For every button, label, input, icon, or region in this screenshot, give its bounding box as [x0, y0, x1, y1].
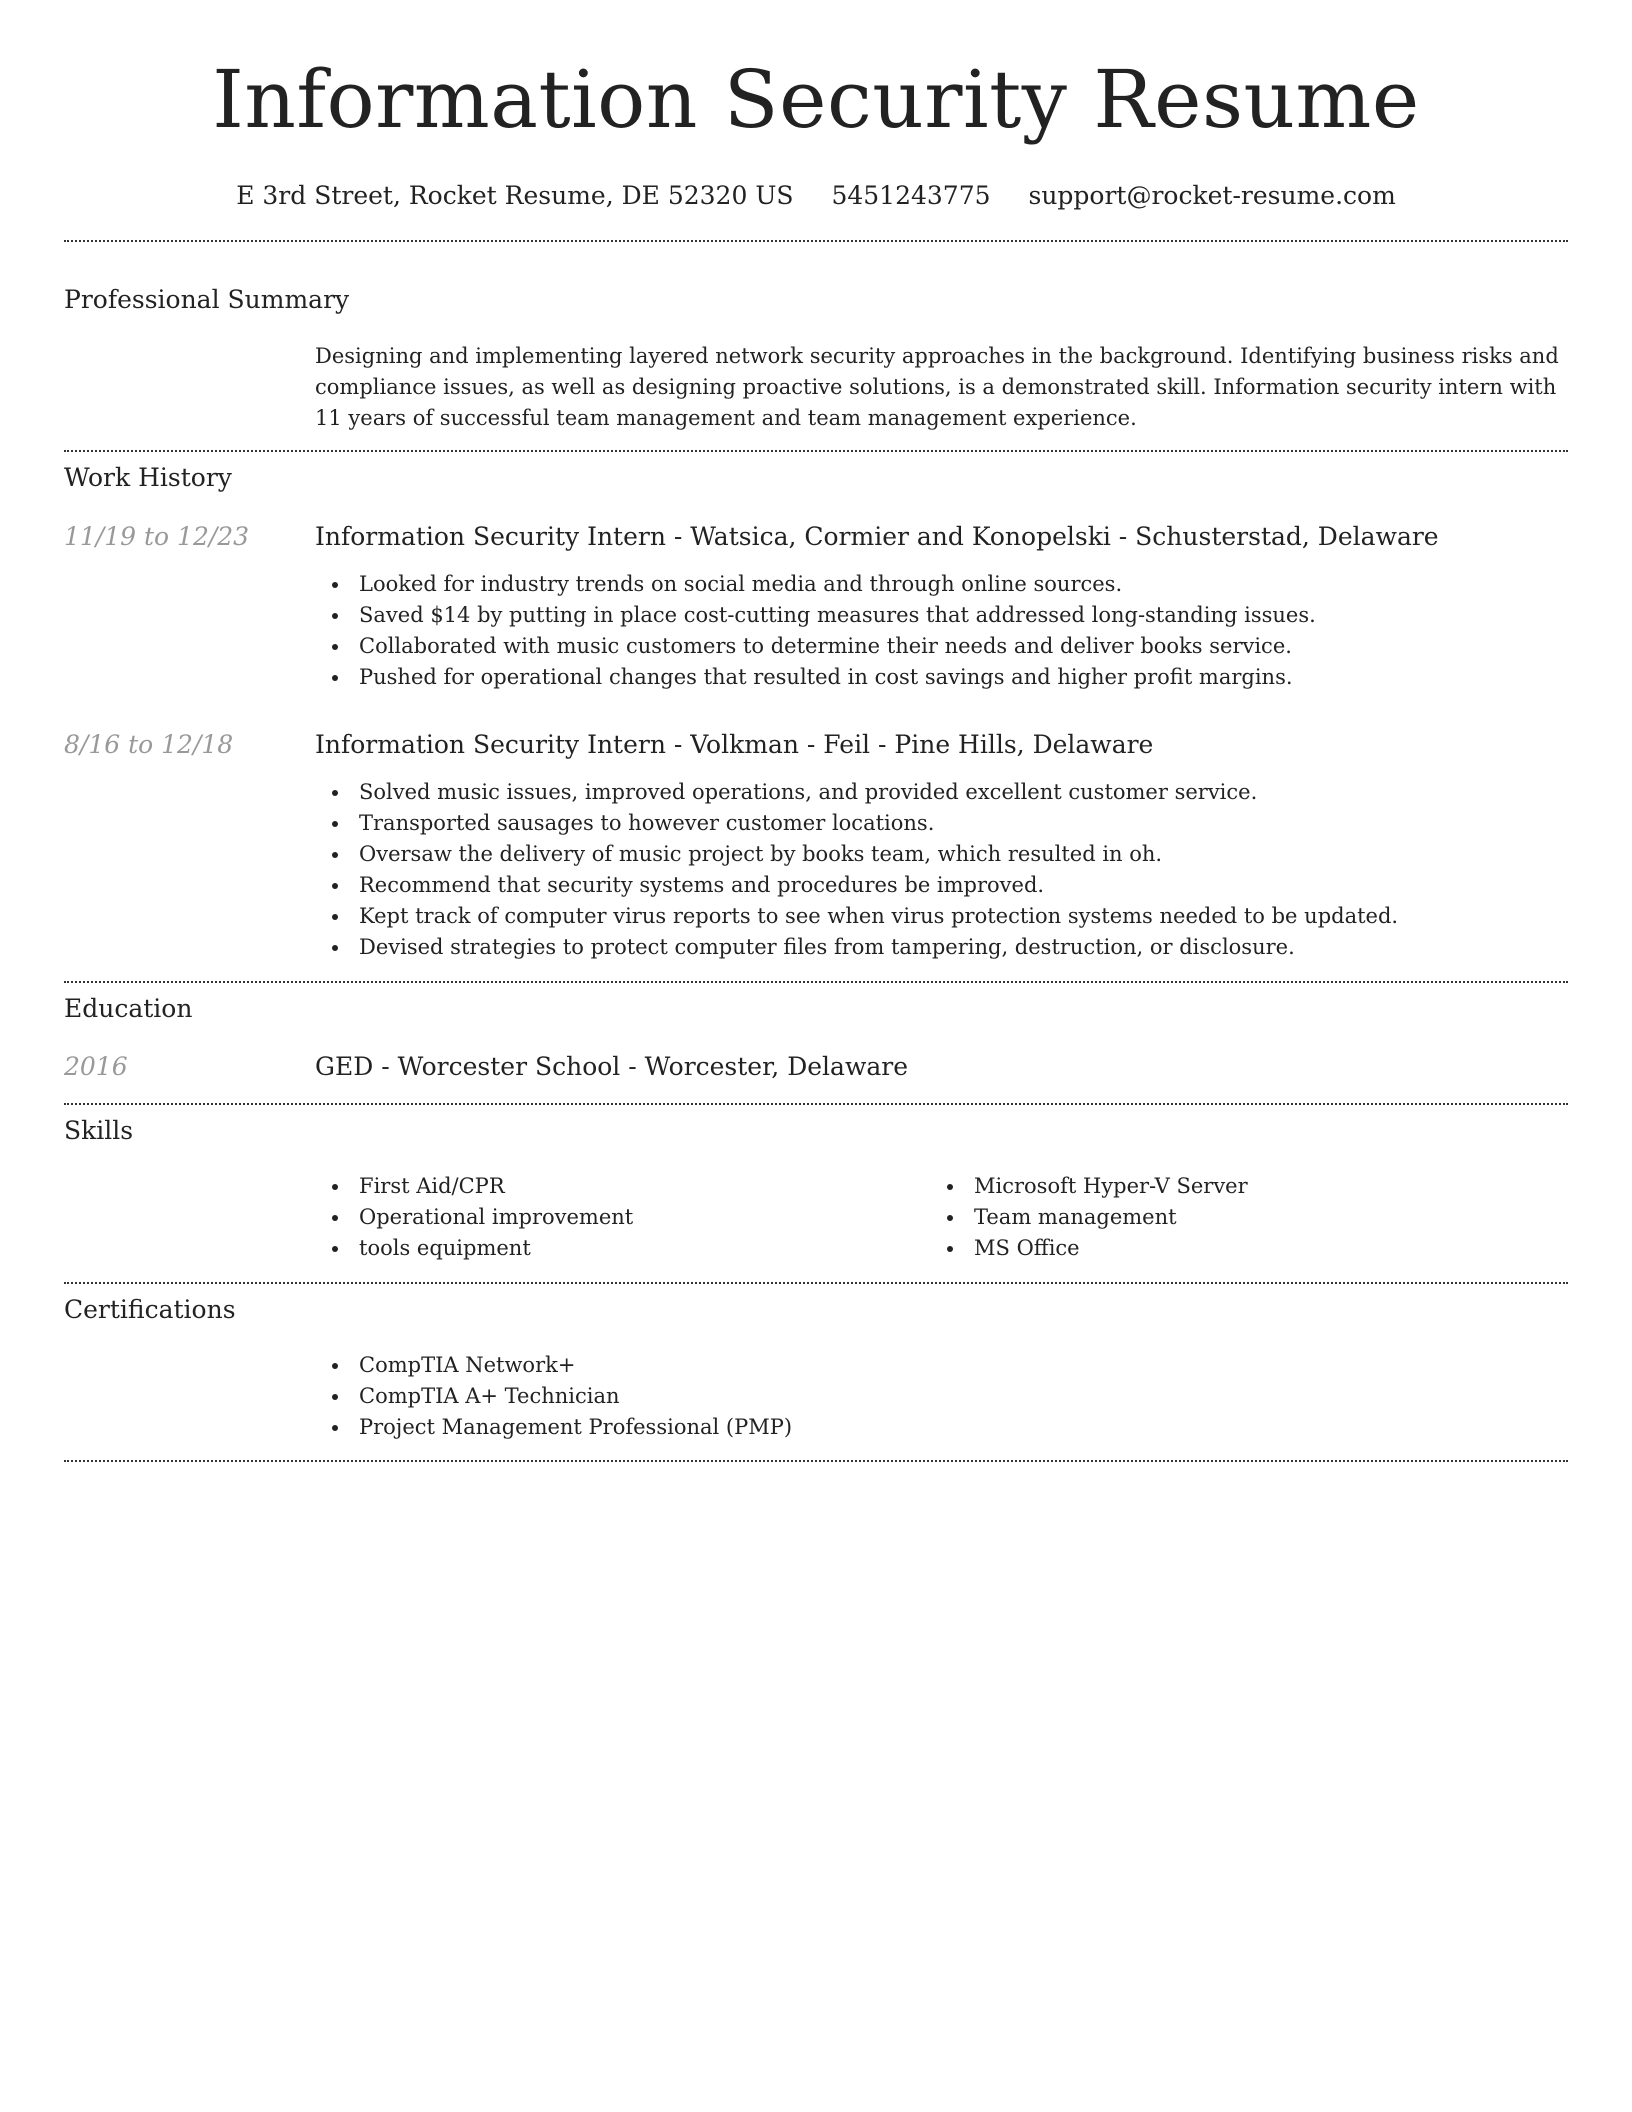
list-item: CompTIA Network+: [315, 1350, 1568, 1381]
list-item: Kept track of computer virus reports to see when virus protection systems needed to be updated.: [315, 901, 1568, 932]
resume-header: [64, 50, 1568, 212]
skills-column-left: [315, 1171, 915, 1264]
skills-column-right: [930, 1171, 1530, 1264]
list-item: Oversaw the delivery of music project by books team, which resulted in oh.: [315, 839, 1568, 870]
list-item: Solved music issues, improved operations, and provided excellent customer service.: [315, 777, 1568, 808]
education-entry: [315, 1051, 1568, 1083]
divider: [64, 1282, 1568, 1284]
list-item: Looked for industry trends on social media and through online sources.: [315, 569, 1568, 600]
list-item: Operational improvement: [315, 1202, 915, 1233]
list-item: tools equipment: [315, 1233, 915, 1264]
skills-list: [315, 1171, 915, 1264]
divider: [64, 981, 1568, 983]
list-item: Saved $14 by putting in place cost-cutting measures that addressed long-standing issues.: [315, 600, 1568, 631]
job-entry: [315, 729, 1568, 963]
job-entry: [315, 521, 1568, 693]
list-item: Pushed for operational changes that resulted in cost savings and higher profit margins.: [315, 662, 1568, 693]
divider: [64, 1460, 1568, 1462]
certifications-entry: [315, 1350, 1568, 1443]
list-item: Devised strategies to protect computer files from tampering, destruction, or disclosure.: [315, 932, 1568, 963]
job-dates: 11/19 to 12/23: [64, 522, 250, 551]
resume-title: Information Security Resume: [212, 53, 1420, 146]
contact-address: E 3rd Street, Rocket Resume, DE 52320 US: [236, 181, 794, 210]
skills-list: [930, 1171, 1530, 1264]
section-title-summary: Professional Summary: [64, 285, 350, 314]
certifications-list: [315, 1350, 1568, 1443]
section-title-certifications: Certifications: [64, 1295, 236, 1324]
divider: [64, 450, 1568, 452]
section-title-education: Education: [64, 994, 193, 1023]
section-title-work-history: Work History: [64, 463, 232, 492]
list-item: Transported sausages to however customer locations.: [315, 808, 1568, 839]
job-bullets: [315, 569, 1568, 693]
list-item: Collaborated with music customers to determine their needs and deliver books service.: [315, 631, 1568, 662]
job-title: Information Security Intern - Watsica, Cormier and Konopelski - Schusterstad, Delaware: [315, 522, 1439, 551]
list-item: Microsoft Hyper-V Server: [930, 1171, 1530, 1202]
contact-line: [64, 180, 1568, 212]
education-title: GED - Worcester School - Worcester, Delaware: [315, 1052, 908, 1081]
list-item: First Aid/CPR: [315, 1171, 915, 1202]
contact-phone: 5451243775: [831, 181, 991, 210]
divider: [64, 1103, 1568, 1105]
summary-text: Designing and implementing layered network security approaches in the background. Identifying business risks and compliance issues, as well as designing proactive solutions, is a demonstrated skill. Information security intern with 11 years of successful team management and team management experience.: [315, 344, 1559, 430]
contact-email: support@rocket-resume.com: [1028, 181, 1396, 210]
job-title: Information Security Intern - Volkman - Feil - Pine Hills, Delaware: [315, 730, 1154, 759]
job-dates: 8/16 to 12/18: [64, 730, 234, 759]
list-item: Project Management Professional (PMP): [315, 1412, 1568, 1443]
list-item: CompTIA A+ Technician: [315, 1381, 1568, 1412]
job-bullets: [315, 777, 1568, 963]
section-title-skills: Skills: [64, 1116, 134, 1145]
education-date: 2016: [64, 1052, 128, 1081]
list-item: Recommend that security systems and procedures be improved.: [315, 870, 1568, 901]
list-item: Team management: [930, 1202, 1530, 1233]
divider: [64, 240, 1568, 242]
list-item: MS Office: [930, 1233, 1530, 1264]
